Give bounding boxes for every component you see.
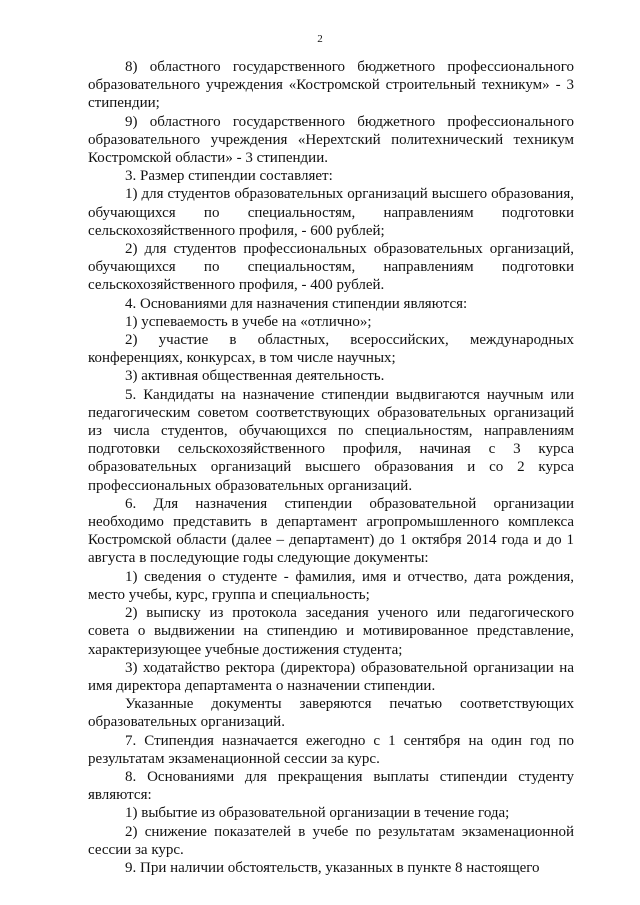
section-7: 7. Стипендия назначается ежегодно с 1 сентября на один год по результатам экзаменационной сессии за курс.	[88, 732, 574, 767]
section-8-heading: 8. Основаниями для прекращения выплаты стипендии студенту являются:	[88, 768, 574, 804]
section-4-item-2: 2) участие в областных, всероссийских, международных конференциях, конкурсах, в том числе научных;	[88, 332, 574, 367]
section-4-item-3: 3) активная общественная деятельность.	[125, 368, 385, 385]
section-4-heading: 4. Основаниями для назначения стипендии являются:	[125, 295, 468, 312]
paragraph-8-college: 8) областного государственного бюджетного профессионального образовательного учреждения «Костромской строительный техникум» - 3 стипендии;	[88, 59, 574, 112]
section-3-heading: 3. Размер стипендии составляет:	[125, 168, 333, 185]
section-8-item-2: 2) снижение показателей в учебе по результатам экзаменационной сессии за курс.	[88, 823, 574, 858]
section-3-item-1: 1) для студентов образовательных организаций высшего образования, обучающихся по специальностям, направлениям подготовки сельскохозяйственного профиля, - 600 рублей;	[88, 186, 574, 239]
section-9: 9. При наличии обстоятельств, указанных в пункте 8 настоящего	[125, 859, 540, 876]
section-6-item-2: 2) выписку из протокола заседания ученого или педагогического совета о выдвижении на стипендию и мотивированное представление, характеризующее учебные достижения студента;	[88, 605, 574, 658]
section-6-item-3: 3) ходатайство ректора (директора) образовательной организации на имя директора департамента о назначении стипендии.	[88, 659, 574, 694]
page-number: 2	[317, 33, 323, 45]
section-6: 6. Для назначения стипендии образовательной организации необходимо представить в департамент агропромышленного комплекса Костромской области (далее – департамент) до 1 октября 2014 года и до 1 августа в последующие годы следующие документы:	[88, 495, 574, 567]
section-8-item-1: 1) выбытие из образовательной организации в течение года;	[125, 805, 510, 822]
section-5: 5. Кандидаты на назначение стипендии выдвигаются научным или педагогическим советом соответствующих образовательных организаций из числа студентов, обучающихся по специальностям, направлениям подготовки сельскохозяйственного профиля, начиная с 3 курса образовательных организаций высшего образования и со 2 курса профессиональных образовательных организаций.	[88, 386, 574, 494]
section-6-item-1: 1) сведения о студенте - фамилия, имя и отчество, дата рождения, место учебы, курс, группа и специальность;	[88, 568, 574, 603]
section-6-note: Указанные документы заверяются печатью соответствующих образовательных организаций.	[88, 696, 574, 731]
section-4-item-1: 1) успеваемость в учебе на «отлично»;	[125, 313, 372, 330]
paragraph-9-college: 9) областного государственного бюджетного профессионального образовательного учреждения «Нерехтский политехнический техникум Костромской области» - 3 стипендии.	[88, 113, 574, 167]
document-body	[88, 58, 574, 877]
section-3-item-2: 2) для студентов профессиональных образовательных организаций, обучающихся по специальностям, направлениям подготовки сельскохозяйственного профиля, - 400 рублей.	[88, 241, 574, 294]
